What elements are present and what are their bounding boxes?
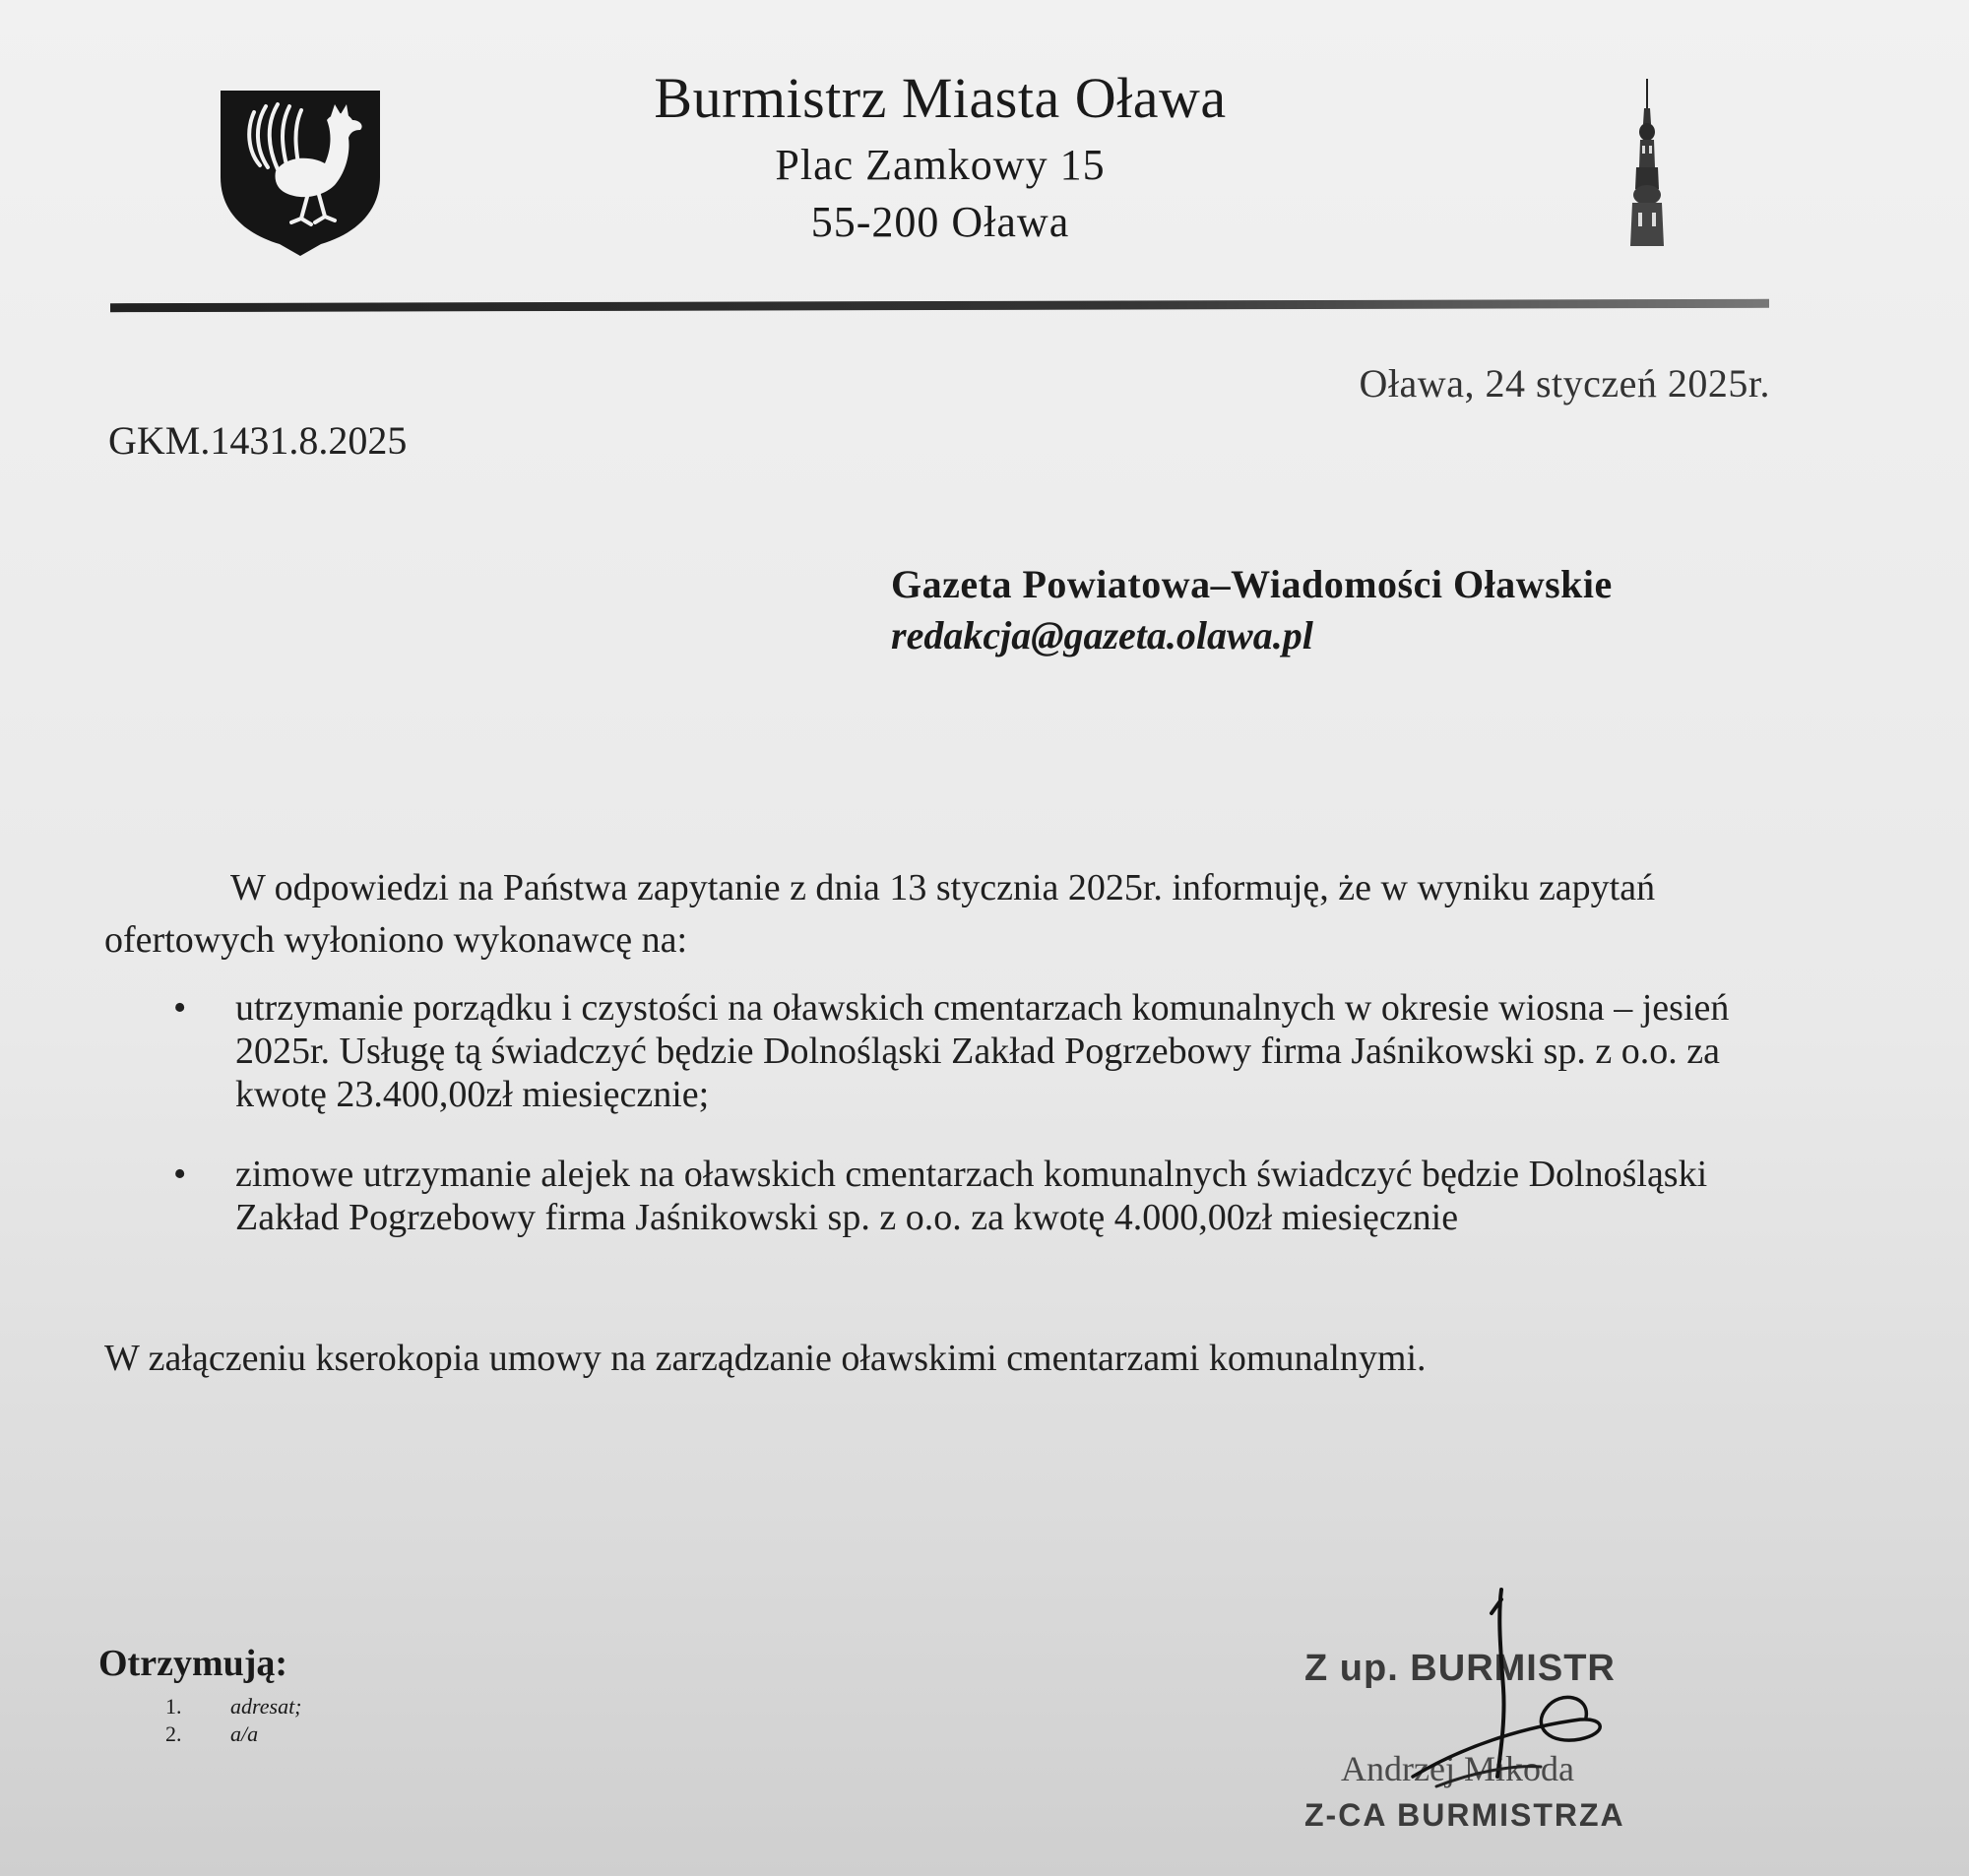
letter-date: Oława, 24 styczeń 2025r. [1359,361,1770,406]
stamp-signatory-name: Andrzej Mikoda [1341,1749,1574,1788]
list-item [165,1693,302,1720]
contractor-list [104,986,1783,1239]
intro-paragraph: W odpowiedzi na Państwa zapytanie z dnia 13 stycznia 2025r. informuję, że w wyniku zapytań ofertowych wyłoniono wykonawcę na: [104,867,1656,961]
list-item [104,986,1783,1116]
recipients-list [165,1693,302,1748]
recipient-name: Gazeta Powiatowa–Wiadomości Oławskie [891,562,1613,606]
reference-number: GKM.1431.8.2025 [108,418,408,463]
stamp-authority-line: Z up. BURMISTR [1304,1648,1616,1689]
list-item [104,1153,1783,1239]
list-item-text: adresat; [230,1694,302,1719]
list-number: 2. [165,1721,182,1746]
recipient-email: redakcja@gazeta.olawa.pl [891,613,1313,657]
bullet-icon: • [173,1154,187,1195]
header-divider [110,299,1769,312]
bullet-icon: • [173,987,187,1029]
list-number: 1. [165,1694,182,1719]
list-item-text: utrzymanie porządku i czystości na oławskich cmentarzach komunalnych w okresie wiosna – jesień 2025r. Usługę tą świadczyć będzie Dolnośląski Zakład Pogrzebowy firma Jaśnikowski sp. z o.o. za kwotę 23.400,00zł miesięcznie; [235,987,1730,1115]
list-item [165,1720,302,1748]
handwritten-signature [1354,1580,1679,1806]
office-city: 55-200 Oława [810,198,1070,246]
recipients-heading: Otrzymują: [98,1643,288,1684]
office-street: Plac Zamkowy 15 [775,141,1106,189]
stamp-role-line: Z-CA BURMISTRZA [1304,1797,1625,1833]
attachment-note: W załączeniu kserokopia umowy na zarządzanie oławskimi cmentarzami komunalnymi. [104,1338,1427,1379]
list-item-text: a/a [230,1721,259,1746]
list-item-text: zimowe utrzymanie alejek na oławskich cmentarzach komunalnych świadczyć będzie Dolnośląski Zakład Pogrzebowy firma Jaśnikowski sp. z o.o. za kwotę 4.000,00zł miesięcznie [235,1154,1708,1238]
office-title: Burmistrz Miasta Oława [654,66,1227,130]
